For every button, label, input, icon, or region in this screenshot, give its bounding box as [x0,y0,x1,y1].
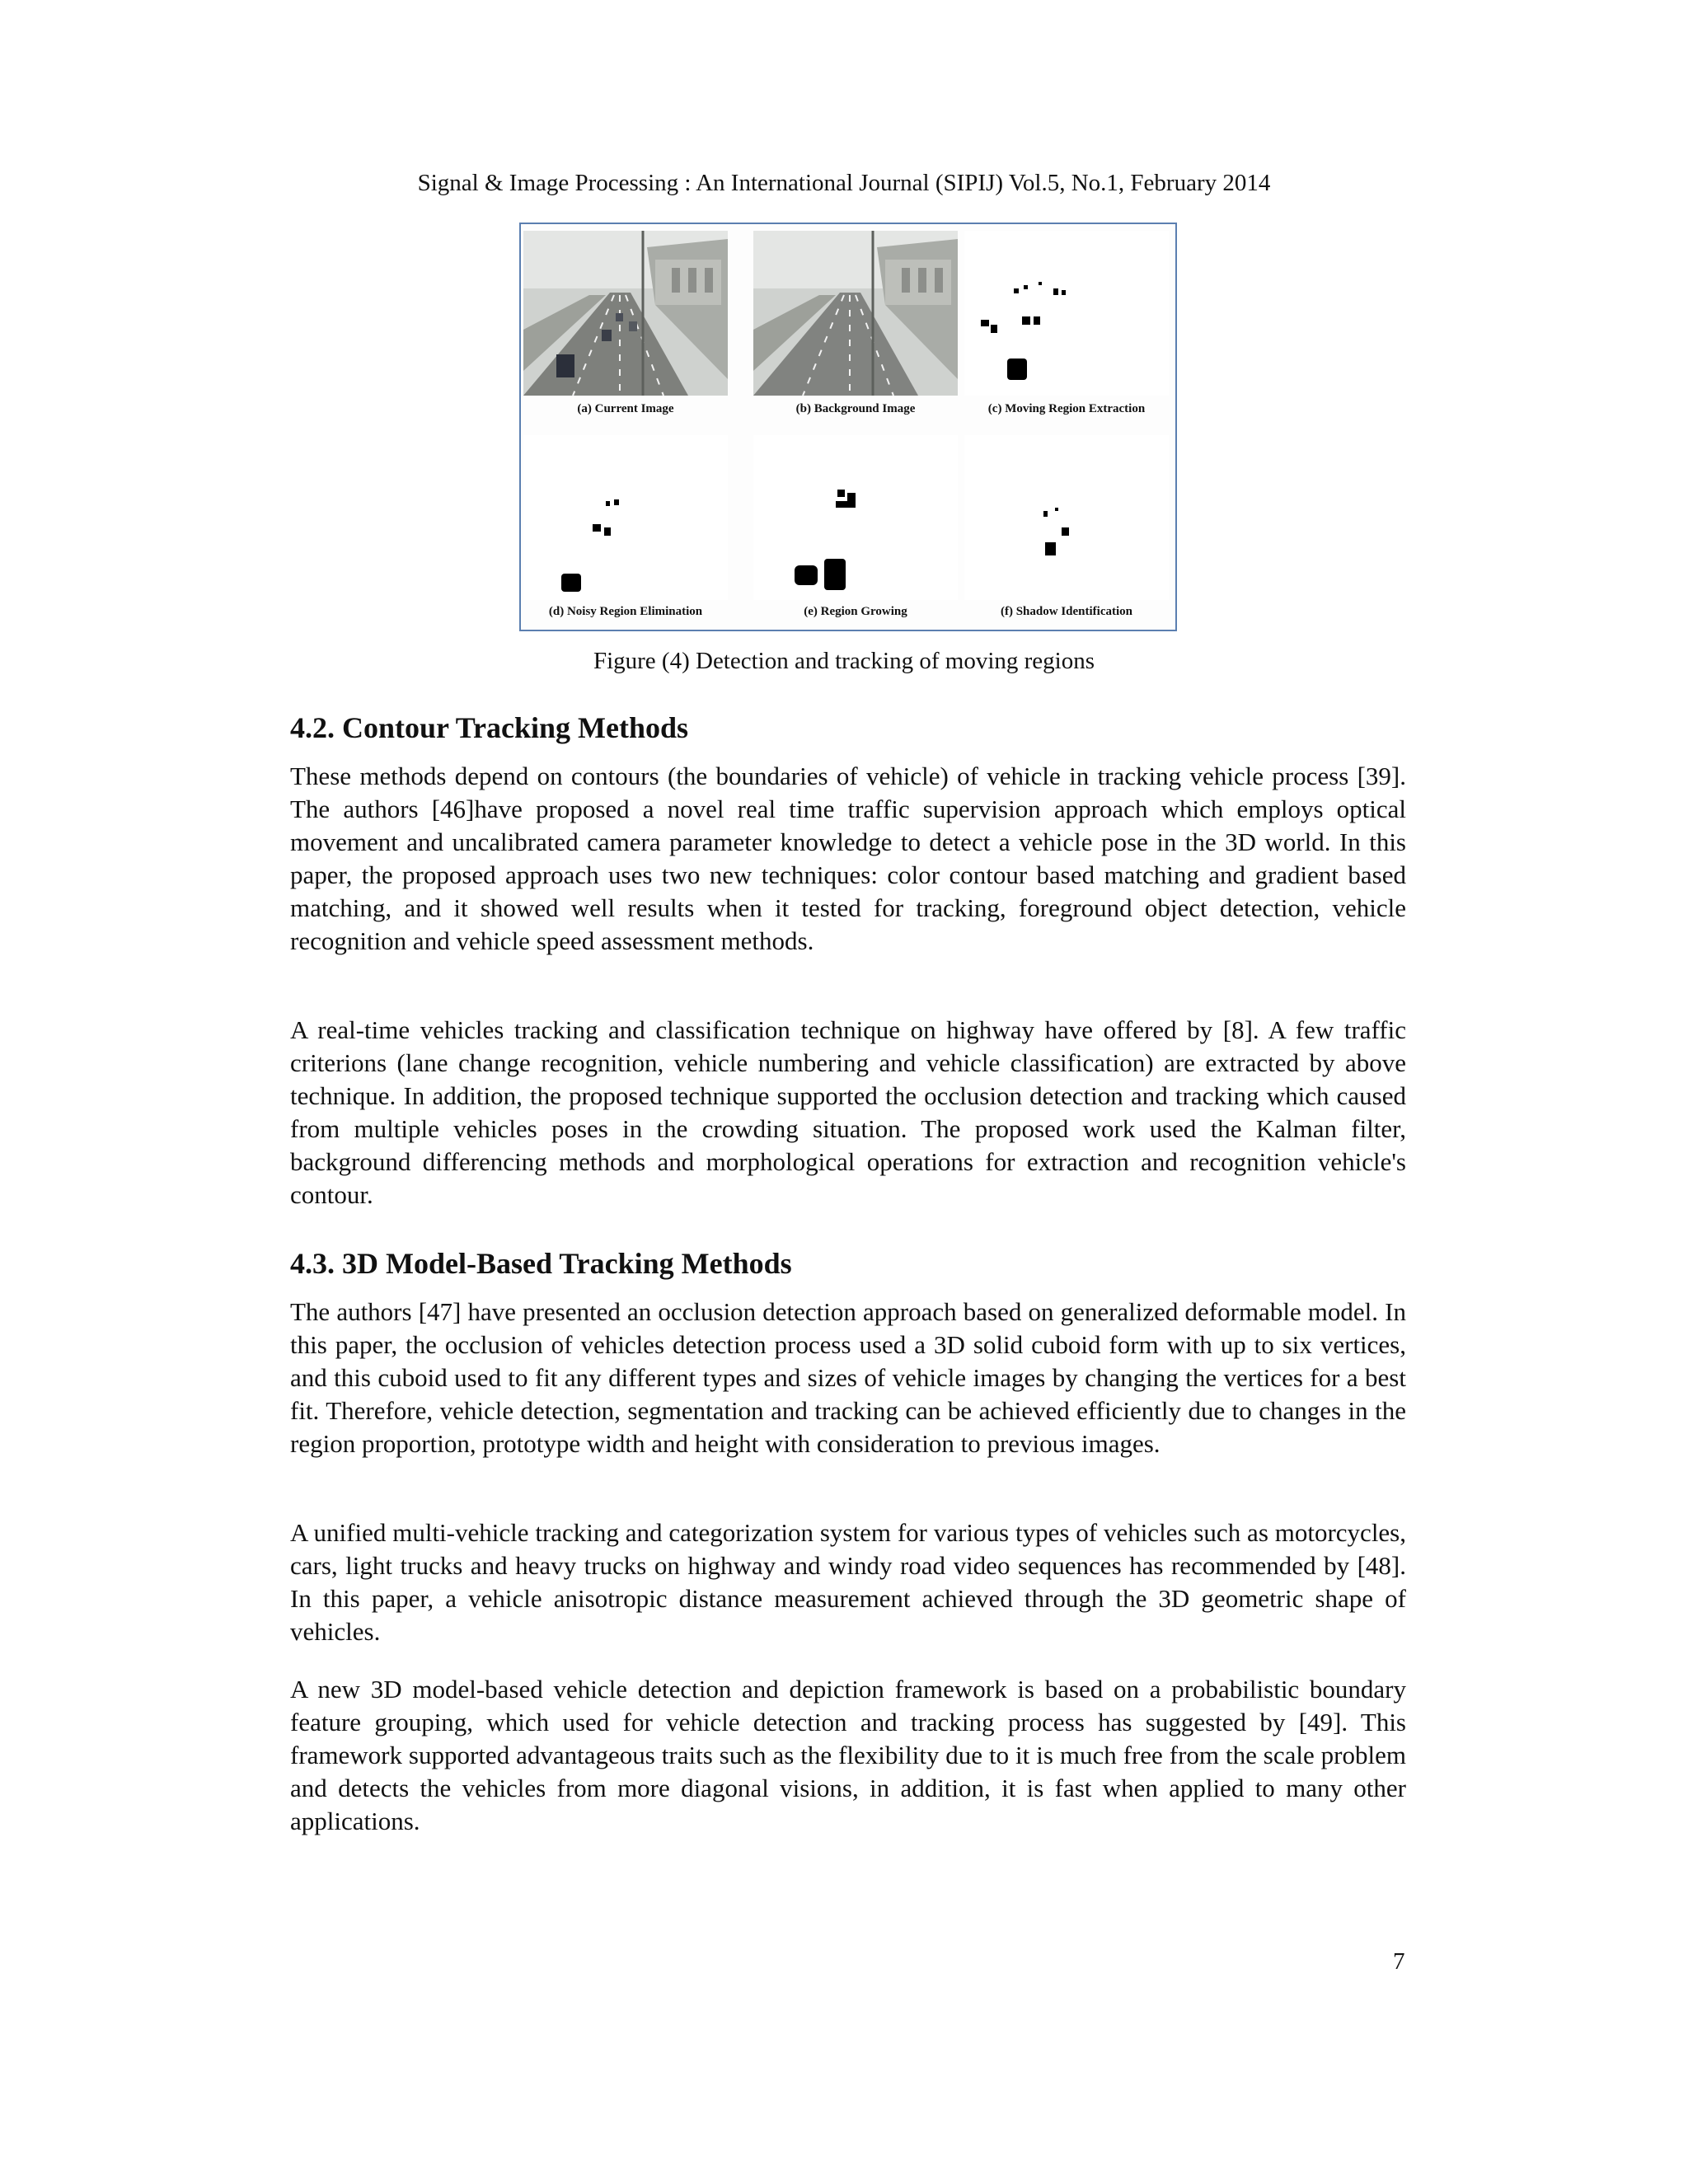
section-title-4-3: 4.3. 3D Model-Based Tracking Methods [290,1247,792,1280]
running-header: Signal & Image Processing : An International Journal (SIPIJ) Vol.5, No.1, February 2014 [417,170,1271,196]
paragraph: A unified multi-vehicle tracking and categorization system for various types of vehicles such as motorcycles, cars, light trucks and heavy trucks on highway and windy road video sequences has recommended by [48]. In this paper, a vehicle anisotropic distance measurement achieved through the 3D geometric shape of vehicles. [290,1518,1406,1646]
current-road-image [523,231,728,396]
paragraph: A new 3D model-based vehicle detection and depiction framework is based on a probabilistic boundary feature grouping, which used for vehicle detection and tracking process has suggested by [49]. This framework supported advantageous traits such as the flexibility due to it is much free from the scale problem and detects the vehicles from more diagonal visions, in addition, it is fast when applied to many other applications. [290,1675,1406,1835]
panel-a-label: (a) Current Image [577,402,674,415]
page-number: 7 [1393,1948,1405,1975]
panel-f-label: (f) Shadow Identification [1000,605,1132,618]
region-growing-mask [753,435,958,600]
paragraph: The authors [47] have presented an occlusion detection approach based on generalized deformable model. In this paper, the occlusion of vehicles detection process used a 3D solid cuboid form with up to six vertices, and this cuboid used to fit any different types and sizes of vehicle images by changing the vertices for a best fit. Therefore, vehicle detection, segmentation and tracking can be achieved efficiently due to changes in the region proportion, prototype width and height with consideration to previous images. [290,1297,1406,1458]
panel-d-label: (d) Noisy Region Elimination [548,605,703,618]
moving-region-mask [964,231,1169,396]
figure-4 [519,223,1177,631]
section-title-4-2: 4.2. Contour Tracking Methods [290,711,689,744]
noisy-region-mask [523,435,728,600]
figure-caption: Figure (4) Detection and tracking of moving regions [593,648,1095,674]
shadow-identification-mask [964,435,1169,600]
panel-c-label: (c) Moving Region Extraction [987,402,1146,415]
paragraph: These methods depend on contours (the boundaries of vehicle) of vehicle in tracking vehicle process [39]. The authors [46]have proposed a novel real time traffic supervision approach which employs optical movement and uncalibrated camera parameter knowledge to detect a vehicle pose in the 3D world. In this paper, the proposed approach uses two new techniques: color contour based matching and gradient based matching, and it showed well results when it tested for tracking, foreground object detection, vehicle recognition and vehicle speed assessment methods. [290,762,1406,955]
paragraph: A real-time vehicles tracking and classification technique on highway have offered by [8]. A few traffic criterions (lane change recognition, vehicle numbering and vehicle classification) are extracted by above technique. In addition, the proposed technique supported the occlusion detection and tracking which caused from multiple vehicles poses in the crowding situation. The proposed work used the Kalman filter, background differencing methods and morphological operations for extraction and recognition vehicle's contour. [290,1015,1406,1209]
panel-b-label: (b) Background Image [795,402,916,415]
panel-e-label: (e) Region Growing [804,605,907,618]
background-road-image [753,231,958,396]
